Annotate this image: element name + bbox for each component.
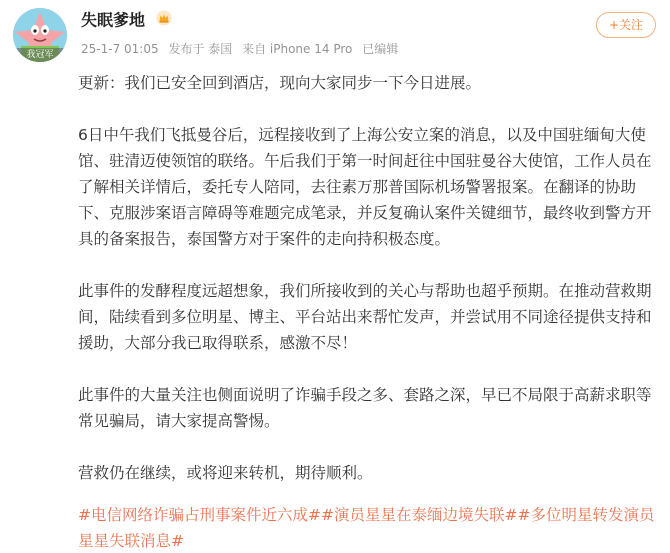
paragraph-support: 此事件的发酵程度远超想象，我们所接收到的关心与帮助也超乎预期。在推动营救期间，陆续看到多位明星、博主、平台站出来帮忙发声，并尝试用不同途径提供支持和援助，大部分我已取得联系，感激不尽！ xyxy=(78,282,652,352)
topic-tags xyxy=(78,502,658,553)
crown-icon xyxy=(156,10,172,32)
post-body xyxy=(78,70,658,486)
post-meta xyxy=(81,40,404,58)
avatar-badge: 我冠军 xyxy=(13,48,67,62)
topic-link[interactable]: #演员星星在泰缅边境失联# xyxy=(320,506,518,524)
edited-label[interactable]: 已编辑 xyxy=(362,42,399,56)
username[interactable] xyxy=(81,9,172,32)
username-text: 失眠爹地 xyxy=(81,10,146,30)
follow-button[interactable]: +关注 xyxy=(596,12,656,38)
topic-link[interactable]: #电信网络诈骗占刑事案件近六成# xyxy=(78,506,321,524)
paragraph-update: 更新：我们已安全回到酒店，现向大家同步一下今日进展。 xyxy=(78,74,482,92)
paragraph-progress: 6日中午我们飞抵曼谷后，远程接收到了上海公安立案的消息，以及中国驻缅甸大使馆、驻清迈使领馆的联络。午后我们于第一时间赶往中国驻曼谷大使馆，工作人员在了解相关详情后，委托专人陪同，去往素万那普国际机场警署报案。在翻译的协助下、克服涉案语言障碍等难题完成笔录，并反复确认案件关键细节，最终收到警方开具的备案报告，泰国警方对于案件的走向持积极态度。 xyxy=(78,126,652,248)
topic-link[interactable]: #多位明星转发演员星星失联消息# xyxy=(78,506,655,550)
post-location: 发布于 泰国 xyxy=(168,42,233,56)
paragraph-rescue: 营救仍在继续，或将迎来转机，期待顺利。 xyxy=(78,464,373,482)
post-date[interactable]: 25-1-7 01:05 xyxy=(81,42,159,56)
paragraph-warning: 此事件的大量关注也侧面说明了诈骗手段之多、套路之深，早已不局限于高薪求职等常见骗局，请大家提高警惕。 xyxy=(78,386,652,430)
post-source: 来自 iPhone 14 Pro xyxy=(242,42,353,56)
avatar[interactable] xyxy=(13,8,67,62)
